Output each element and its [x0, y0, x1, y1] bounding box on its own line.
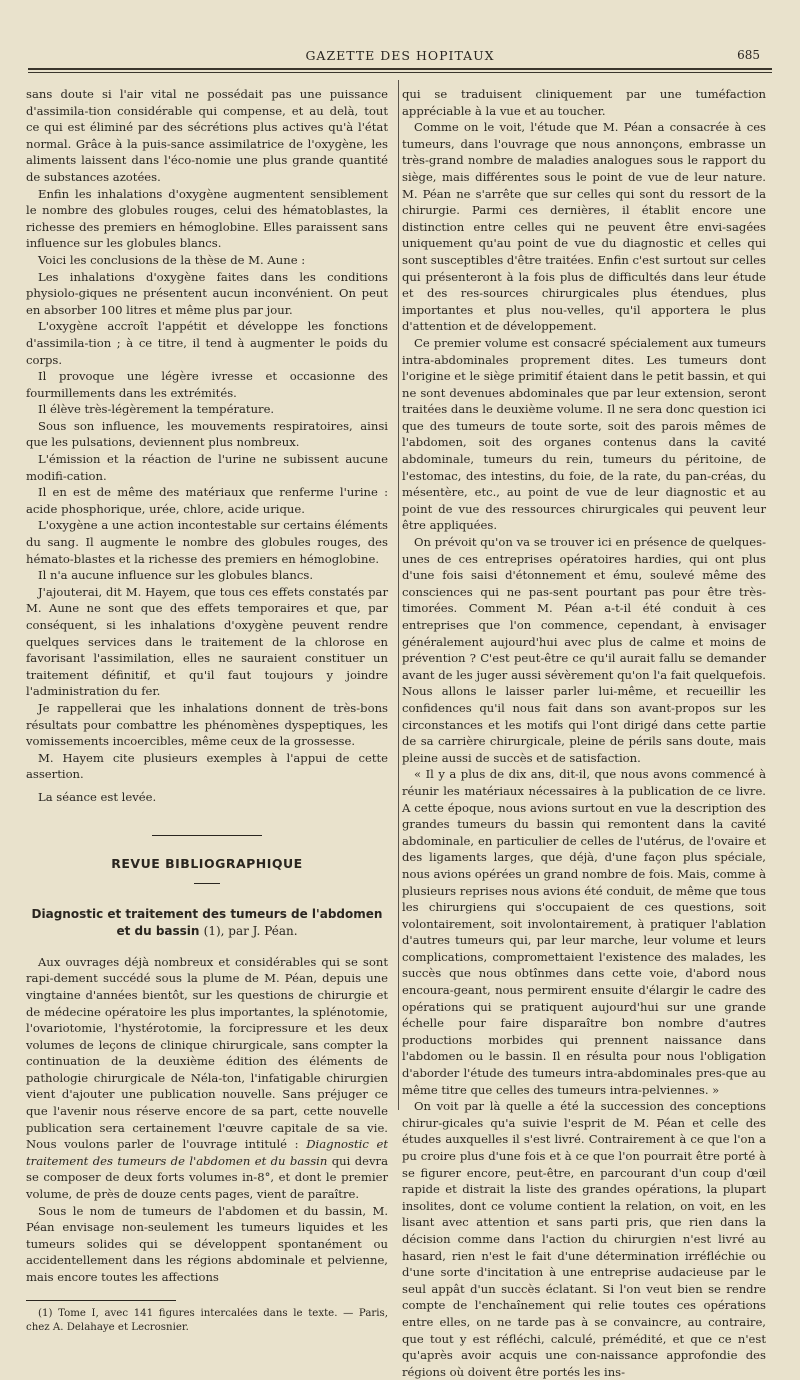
paragraph: On voit par là quelle a été la succession des conceptions chirur-gicales qu'a suivie l'esprit de M. Péan et celle des études auxquelles il s'est livré. Contrairement à ce que l'on a pu croire plus d'une fois et à ce que l'on pourrait être porté à se figurer encore, peut-être, en parcourant d'un coup d'œil rapide et distrait la liste des grandes opérations, la plupart insolites, dont ce volume contient la relation, on voit, en les lisant avec attention et sans parti pris, que rien dans la décision comme dans l'action du chirurgien n'est livré au hasard, rien n'est le fait d'une détermination irréfléchie ou d'une sorte d'incitation à une entreprise audacieuse par le seul appât d'un succès éclatant. Si l'on veut bien se rendre compte de l'enchaînement qui relie toutes ces opérations entre elles, on ne tarde pas à se convaincre, au contraire, que tout y est réfléchi, calculé, prémédité, et que ce n'est qu'après avoir acquis une con-naissance approfondie des régions où doivent être portés les ins- [402, 1099, 766, 1379]
paragraph: Il provoque une légère ivresse et occasionne des fourmillements dans les extrémités. [26, 369, 388, 400]
header-rule-thin [28, 72, 772, 73]
article-title [26, 906, 388, 940]
left-column [26, 86, 388, 1335]
paragraph: Voici les conclusions de la thèse de M. Aune : [38, 252, 306, 267]
running-header [28, 48, 772, 66]
right-column [402, 86, 766, 1380]
paragraph: Sous son influence, les mouvements respiratoires, ainsi que les pulsations, deviennent plus nombreux. [26, 418, 388, 450]
section-rule [194, 883, 220, 884]
paragraph: M. Hayem cite plusieurs exemples à l'appui de cette assertion. [26, 750, 388, 782]
paragraph: Il en est de même des matériaux que renferme l'urine : acide phosphorique, urée, chlore, acide urique. [26, 485, 388, 516]
paragraph: L'émission et la réaction de l'urine ne subissent aucune modifi-cation. [26, 452, 388, 483]
paragraph: L'oxygène a une action incontestable sur certains éléments du sang. Il augmente le nombre des globules rouges, des hémato-blastes et la richesse des premiers en hémoglobine. [26, 518, 388, 566]
paragraph: On prévoit qu'on va se trouver ici en présence de quelques-unes de ces entreprises opératoires hardies, qui ont plus d'une fois saisi d'étonnement et ému, soulevé même des consciences qui ne pas-sent pourtant pas pour être très-timorées. Comment M. Péan a-t-il été conduit à ces entreprises que l'on commence, cependant, à envisager généralement aujourd'hui avec plus de calme et moins de prévention ? C'est peut-être ce qu'il aurait fallu se demander avant de les juger aussi sévèrement qu'on l'a fait quelquefois. Nous allons le laisser parler lui-même, et recueillir les confidences qu'il nous fait dans son avant-propos sur les circonstances et les motifs qui l'ont dirigé dans cette partie de sa carrière chirurgicale, pleine de périls sans doute, mais pleine aussi de succès et de satisfaction. [402, 535, 766, 765]
journal-title: GAZETTE DES HOPITAUX [305, 48, 495, 63]
column-divider [398, 80, 399, 1110]
book-title: Diagnostic et traitement des tumeurs de l'abdomen et du bassin [26, 1137, 388, 1168]
paragraph: Il élève très-légèrement la température. [38, 402, 275, 417]
paragraph: Comme on le voit, l'étude que M. Péan a consacrée à ces tumeurs, dans l'ouvrage que nous annonçons, embrasse un très-grand nombre de maladies analogues sous le rapport du siège, mais différentes sous le point de vue de leur nature. M. Péan ne s'arrête que sur celles qui sont du ressort de la chirurgie. Parmi ces dernières, il établit encore une distinction entre celles qui ne peuvent être envi-sagées uniquement qu'au point de vue du diagnostic et celles qui sont susceptibles d'être traitées. Enfin c'est surtout sur celles qui présenteront à la fois plus de difficultés dans leur étude et des res-sources chirurgicales plus étendues, plus importantes et plus nou-velles, qu'il apportera le plus d'attention et de développement. [402, 120, 766, 334]
paragraph: « Il y a plus de dix ans, dit-il, que nous avons commencé à réunir les matériaux nécessaires à la publication de ce livre. A cette époque, nous avions surtout en vue la description des grandes tumeurs du bassin qui remontent dans la cavité abdominale, en particulier de celles de l'utérus, de l'ovaire et des ligaments larges, que déjà, d'une façon plus spéciale, nous avions opérées un grand nombre de fois. Mais, comme à plusieurs reprises nous avions été conduit, de même que tous les chirurgiens qui s'occupaient de ces questions, soit volontairement, soit involontairement, à pratiquer l'ablation d'autres tumeurs qui, par leur marche, leur volume et leurs complications, compromettaient l'existence des malades, les succès que nous obtînmes dans cette voie, d'abord nous encoura-geant, nous permirent ensuite d'élargir le cadre des opérations qui se pratiquent aujourd'hui sur une grande échelle pour faire disparaître bon nombre d'autres productions morbides qui prennent naissance dans l'abdomen ou le bassin. Il en résulta pour nous l'obligation d'aborder l'étude des tumeurs intra-abdominales pres-que au même titre que celles des tumeurs intra-pelviennes. » [402, 767, 766, 1097]
paragraph: sans doute si l'air vital ne possédait pas une puissance d'assimila-tion considérable qui compense, et au delà, tout ce qui est éliminé par des sécrétions plus actives qu'à l'état normal. Grâce à la puis-sance assimilatrice de l'oxygène, les aliments laissent dans l'éco-nomie une plus grande quantité de substances azotées. [26, 87, 388, 184]
footnote: (1) Tome I, avec 141 figures intercalées dans le texte. — Paris, chez A. Delahaye et Lecrosnier. [26, 1307, 388, 1333]
section-title: REVUE BIBLIOGRAPHIQUE [111, 856, 303, 872]
footnote-rule [26, 1300, 176, 1301]
paragraph: J'ajouterai, dit M. Hayem, que tous ces effets constatés par M. Aune ne sont que des effets temporaires et que, par conséquent, si les inhalations d'oxygène peuvent rendre quelques services dans le traitement de la chlorose en favorisant l'assimilation, elles ne sauraient constituer un traitement définitif, et qu'il faut toujours y joindre l'administration du fer. [26, 584, 388, 699]
paragraph: Je rappellerai que les inhalations donnent de très-bons résultats pour combattre les phénomènes dyspeptiques, les vomissements incoercibles, même ceux de la grossesse. [26, 700, 388, 749]
header-rule [28, 68, 772, 70]
paragraph: L'oxygène accroît l'appétit et développe les fonctions d'assimila-tion ; à ce titre, il tend à augmenter le poids du corps. [26, 319, 388, 367]
ornament-divider [26, 824, 388, 841]
paragraph: La séance est levée. [38, 789, 157, 804]
paragraph: Sous le nom de tumeurs de l'abdomen et du bassin, M. Péan envisage non-seulement les tumeurs liquides et les tumeurs solides qui se développent spontanément ou accidentellement dans les régions abdominale et pelvienne, mais encore toutes les affections [26, 1203, 388, 1284]
article-author: Péan. [264, 923, 298, 938]
article-note-ref: (1), par J. [203, 923, 265, 938]
paragraph-text: Aux ouvrages déjà nombreux et considérables qui se sont rapi-dement succédé sous la plume de M. Péan, depuis une vingtaine d'années bientôt, sur les questions de chirurgie et de médecine opératoire les plus importantes, la splénotomie, l'ovariotomie, l'hystérotomie, la forcipressure et les deux volumes de leçons de clinique chirurgicale, sans compter la continuation de la deuxième édition des éléments de pathologie chirurgicale de Néla-ton, l'infatigable chirurgien vient d'ajouter une publication nouvelle. Sans préjuger ce que l'avenir nous réserve encore de sa part, cette nouvelle publication sera certainement l'œuvre capitale de sa vie. Nous voulons parler de l'ouvrage intitulé : [26, 954, 388, 1152]
article-title-text: Diagnostic et traitement des tumeurs de l'abdomen et du bassin [31, 906, 383, 938]
paragraph: Enfin les inhalations d'oxygène augmentent sensiblement le nombre des globules rouges, celui des hématoblastes, la richesse des premiers en hémoglobine. Elles paraissent sans influence sur les globules blancs. [26, 186, 388, 251]
paragraph: qui se traduisent cliniquement par une tuméfaction appréciable à la vue et au toucher. [402, 87, 766, 118]
paragraph: Les inhalations d'oxygène faites dans les conditions physiolo-giques ne présentent aucun inconvénient. On peut en absorber 100 litres et même plus par jour. [26, 269, 388, 317]
paragraph-text: qui devra se composer de deux forts volumes in-8°, et dont le premier volume, de près de douze cents pages, vient de paraître. [26, 1153, 389, 1202]
paragraph: Il n'a aucune influence sur les globules blancs. [38, 568, 314, 583]
paragraph [26, 954, 388, 1203]
paragraph: Ce premier volume est consacré spécialement aux tumeurs intra-abdominales proprement dites. Les tumeurs dont l'origine et le siège primitif étaient dans le petit bassin, et qui ne sont devenues abdominales que par leur extension, seront traitées dans le deuxième volume. Il ne sera donc question ici que des tumeurs de toute sorte, soit des parois mêmes de l'abdomen, soit des organes contenus dans la cavité abdominale, tumeurs du rein, tumeurs du péritoine, de l'estomac, des intestins, du foie, de la rate, du pan-créas, du mésentère, etc., au point de vue de leur diagnostic et au point de vue des ressources chirurgicales qui peuvent leur être appliquées. [402, 335, 767, 533]
page-number: 685 [737, 48, 760, 62]
